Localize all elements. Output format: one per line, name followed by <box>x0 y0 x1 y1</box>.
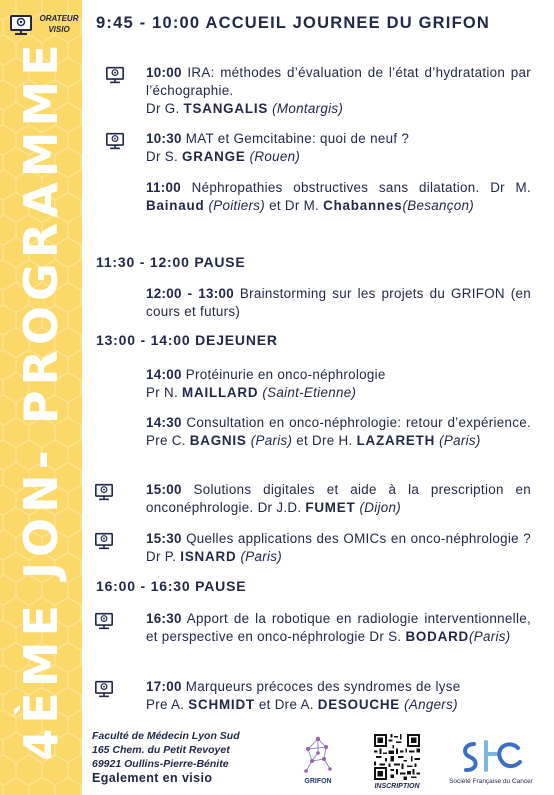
talk-title: IRA: méthodes d’évaluation de l’état d’hydratation par l’échographie. <box>146 65 531 98</box>
speaker-prefix: Pr N. <box>146 385 183 400</box>
talk-time: 15:00 <box>146 482 182 497</box>
speaker-connector: et Dre A. <box>254 697 318 712</box>
visio-monitor-icon <box>10 15 32 35</box>
speaker-connector: et Dre H. <box>292 433 357 448</box>
talk-1630 <box>146 610 531 646</box>
talk-time: 12:00 - 13:00 <box>146 286 234 301</box>
registration-qr-code[interactable] <box>374 734 420 780</box>
visio-monitor-icon <box>106 132 124 150</box>
legend-label <box>37 13 81 35</box>
visio-monitor-icon <box>106 66 124 84</box>
speaker-prefix: Dr M. <box>490 180 531 195</box>
visio-monitor-icon <box>95 612 113 630</box>
talk-title: Protéinurie en onco-néphrologie <box>181 367 386 382</box>
visio-monitor-icon <box>95 532 113 550</box>
grifon-label: GRIFON <box>304 778 332 785</box>
talk-title: MAT et Gemcitabine: quoi de neuf ? <box>181 131 410 146</box>
talk-title: Néphropathies obstructives sans dilatation. <box>181 180 480 195</box>
speaker-prefix: Dr P. <box>146 549 181 564</box>
talk-time: 17:00 <box>146 679 182 694</box>
sfc-label: Société Française du Cancer <box>449 778 533 785</box>
speaker-location: (Paris) <box>240 549 282 564</box>
talk-title: Quelles applications des OMICs en onco-néphrologie ? <box>181 531 531 546</box>
talk-1030 <box>146 130 531 166</box>
speaker-prefix: Dr S. <box>369 629 406 644</box>
speaker2-location: (Paris) <box>439 433 481 448</box>
talk-1530 <box>146 530 531 566</box>
speaker-prefix: Dr J.D. <box>257 500 306 515</box>
speaker-prefix: Dr S. <box>146 149 183 164</box>
talk-title: Marqueurs précoces des syndromes de lyse <box>181 679 461 694</box>
talk-title: Consultation en onco-néphrologie: retour d’expérience. <box>181 415 531 430</box>
talk-brainstorming <box>146 285 531 321</box>
registration-label: INSCRIPTION <box>374 783 420 790</box>
pause-1600: 16:00 - 16:30 PAUSE <box>96 578 247 594</box>
talk-1700 <box>146 678 531 714</box>
talk-title: Brainstorming sur les projets du GRIFON (en cours et futurs) <box>146 286 531 319</box>
visio-note: Egalement en visio <box>92 771 213 785</box>
speaker2-name: LAZARETH <box>356 433 436 448</box>
visio-monitor-icon <box>95 483 113 501</box>
talk-title: Apport de la robotique en radiologie interventionnelle, et perspective en onco-néphrologie <box>146 611 531 644</box>
sidebar-band <box>0 0 82 795</box>
speaker-name: BODARD <box>405 629 470 644</box>
address-line3: 69921 Oullins-Pierre-Bénite <box>92 758 229 770</box>
talk-1400 <box>146 366 531 402</box>
speaker-prefix: Dr G. <box>146 101 184 116</box>
address-line2: 165 Chem. du Petit Revoyet <box>92 744 230 756</box>
speaker-location: (Poitiers) <box>208 198 266 213</box>
talk-time: 10:00 <box>146 65 182 80</box>
talk-title: Solutions digitales et aide à la prescription en onconéphrologie. <box>146 482 531 515</box>
speaker-name: GRANGE <box>182 149 246 164</box>
legend-line2: VISIO <box>48 25 70 34</box>
talk-1500 <box>146 481 531 517</box>
grifon-logo <box>298 735 338 777</box>
vertical-program-title: 4ÈME JON- PROGRAMME <box>14 39 68 761</box>
page-title: 9:45 - 10:00 ACCUEIL JOURNEE DU GRIFON <box>96 14 491 32</box>
sfc-logo <box>456 736 526 778</box>
speaker-name: Bainaud <box>146 198 205 213</box>
pause-1130: 11:30 - 12:00 PAUSE <box>96 254 246 270</box>
talk-time: 11:00 <box>146 180 182 195</box>
speaker-name: SCHMIDT <box>188 697 255 712</box>
talk-time: 14:30 <box>146 415 182 430</box>
speaker-name: MAILLARD <box>182 385 259 400</box>
speaker-name: ISNARD <box>180 549 237 564</box>
talk-time: 10:30 <box>146 131 182 146</box>
visio-monitor-icon <box>95 680 113 698</box>
lunch-break: 13:00 - 14:00 DEJEUNER <box>96 332 278 348</box>
speaker-location: (Saint-Etienne) <box>262 385 357 400</box>
speaker-name: FUMET <box>305 500 356 515</box>
speaker-name: BAGNIS <box>189 433 247 448</box>
talk-time: 14:00 <box>146 367 182 382</box>
talk-1000 <box>146 64 531 118</box>
venue-address <box>92 729 240 771</box>
speaker-name: TSANGALIS <box>183 101 269 116</box>
speaker2-location: (Angers) <box>404 697 458 712</box>
speaker-location: (Montargis) <box>272 101 344 116</box>
speaker-prefix: Pre A. <box>146 697 189 712</box>
address-line1: Faculté de Médecin Lyon Sud <box>92 730 240 742</box>
speaker2-location: (Besançon) <box>402 198 474 213</box>
speaker-location: (Paris) <box>250 433 293 448</box>
talk-1430 <box>146 414 531 450</box>
speaker2-name: Chabannes <box>323 198 403 213</box>
legend-line1: ORATEUR <box>39 14 79 23</box>
speaker-location: (Rouen) <box>249 149 301 164</box>
talk-time: 15:30 <box>146 531 182 546</box>
speaker-prefix: Pre C. <box>146 433 190 448</box>
talk-time: 16:30 <box>146 611 182 626</box>
speaker2-name: DESOUCHE <box>317 697 401 712</box>
speaker-connector: et Dr M. <box>265 198 324 213</box>
speaker-location: (Paris) <box>469 629 511 644</box>
speaker-location: (Dijon) <box>359 500 402 515</box>
talk-1100 <box>146 179 531 215</box>
